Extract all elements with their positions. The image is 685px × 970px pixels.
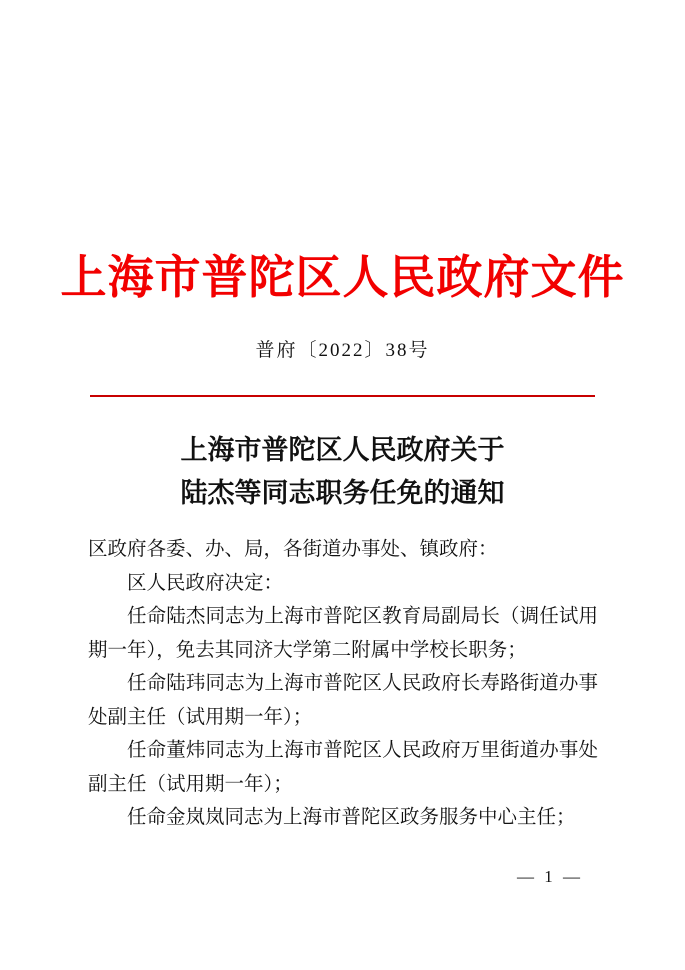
body-paragraph-appointment-3: 任命董炜同志为上海市普陀区人民政府万里街道办事处副主任（试用期一年）；	[88, 740, 598, 795]
document-number: 普府〔2022〕38号	[255, 340, 430, 361]
body-paragraph-appointment-1: 任命陆杰同志为上海市普陀区教育局副局长（调任试用期一年），免去其同济大学第二附属中学校长职务；	[88, 606, 598, 661]
page-number: — 1 —	[517, 867, 583, 886]
masthead-title: 上海市普陀区人民政府文件	[60, 252, 625, 303]
document-title	[0, 429, 685, 515]
body-paragraph-appointment-4: 任命金岚岚同志为上海市普陀区政务服务中心主任；	[127, 807, 576, 828]
body-paragraph-decision: 区人民政府决定：	[127, 572, 284, 594]
salutation-line: 区政府各委、办、局，各街道办事处、镇政府：	[88, 539, 498, 560]
document-title-line1: 上海市普陀区人民政府关于	[180, 435, 505, 465]
body-paragraph-appointment-2: 任命陆玮同志为上海市普陀区人民政府长寿路街道办事处副主任（试用期一年）；	[88, 673, 598, 728]
document-title-line2: 陆杰等同志职务任免的通知	[180, 478, 505, 508]
red-divider-line	[90, 395, 595, 397]
document-body	[88, 533, 598, 835]
